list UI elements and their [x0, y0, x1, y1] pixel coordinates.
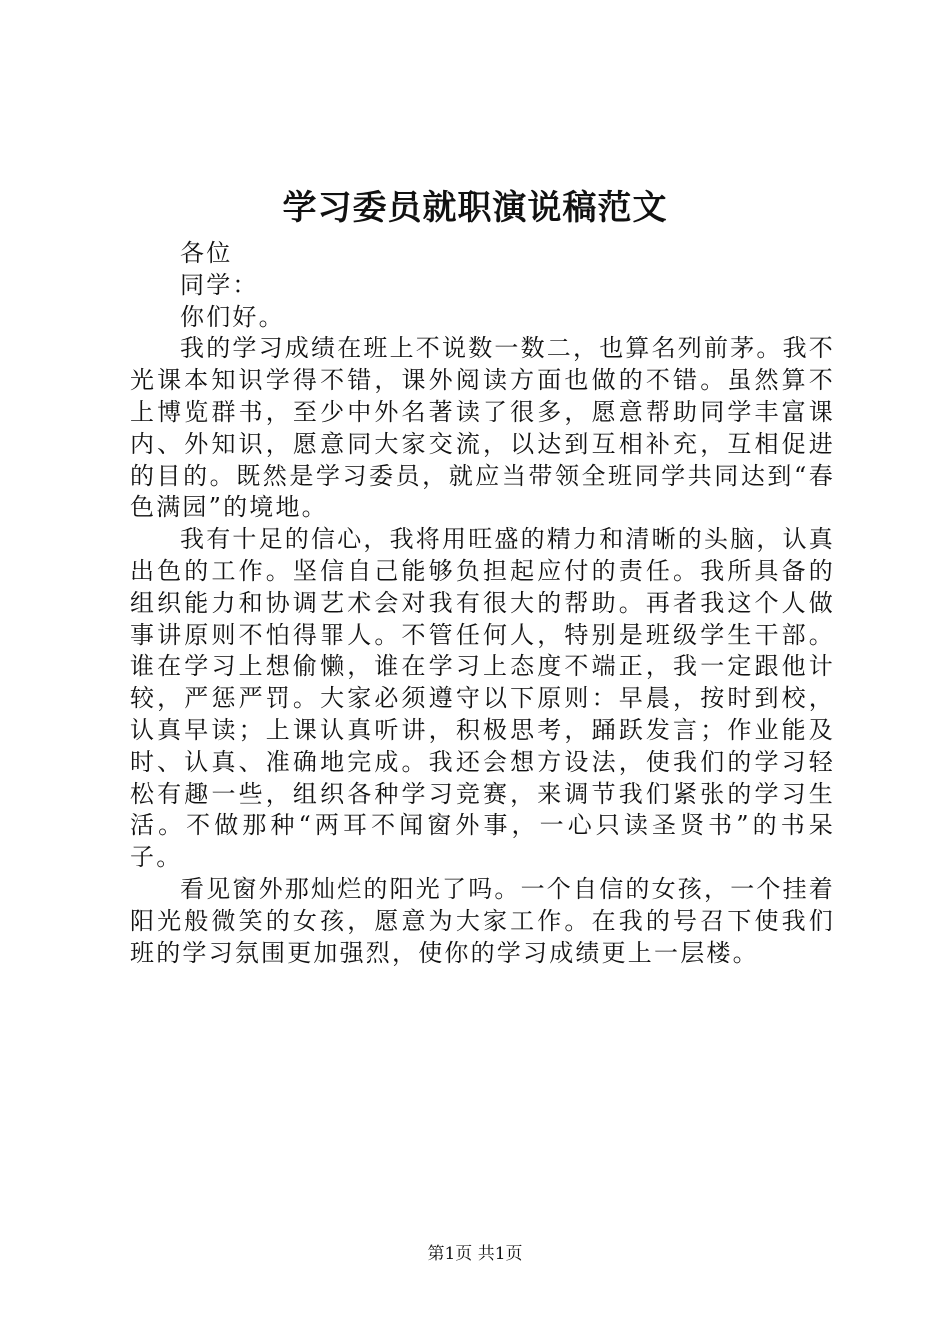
body-paragraph: 我有十足的信心，我将用旺盛的精力和清晰的头脑，认真出色的工作。坚信自己能够负担起应付的责任。我所具备的组织能力和协调艺术会对我有很大的帮助。再者我这个人做事讲原则不怕得罪人。不管任何人，特别是班级学生干部。谁在学习上想偷懒，谁在学习上态度不端正，我一定跟他计较，严惩严罚。大家必须遵守以下原则：早晨，按时到校，认真早读；上课认真听讲，积极思考，踊跃发言；作业能及时、认真、准确地完成。我还会想方设法，使我们的学习轻松有趣一些，组织各种学习竞赛，来调节我们紧张的学习生活。不做那种“两耳不闻窗外事，一心只读圣贤书”的书呆子。 [130, 525, 835, 872]
document-body [130, 238, 835, 969]
page-footer: 第1页 共1页 [427, 1244, 523, 1264]
greeting-line: 同学： [180, 270, 259, 299]
page-title: 学习委员就职演说稿范文 [282, 188, 668, 228]
greeting-line: 你们好。 [180, 302, 285, 331]
body-paragraph: 我的学习成绩在班上不说数一数二，也算名列前茅。我不光课本知识学得不错，课外阅读方面也做的不错。虽然算不上博览群书，至少中外名著读了很多，愿意帮助同学丰富课内、外知识，愿意同大家交流，以达到互相补充，互相促进的目的。既然是学习委员，就应当带领全班同学共同达到“春色满园”的境地。 [130, 334, 835, 522]
body-paragraph: 看见窗外那灿烂的阳光了吗。一个自信的女孩，一个挂着阳光般微笑的女孩，愿意为大家工作。在我的号召下使我们班的学习氛围更加强烈，使你的学习成绩更上一层楼。 [130, 874, 835, 967]
greeting-line: 各位 [180, 239, 233, 267]
